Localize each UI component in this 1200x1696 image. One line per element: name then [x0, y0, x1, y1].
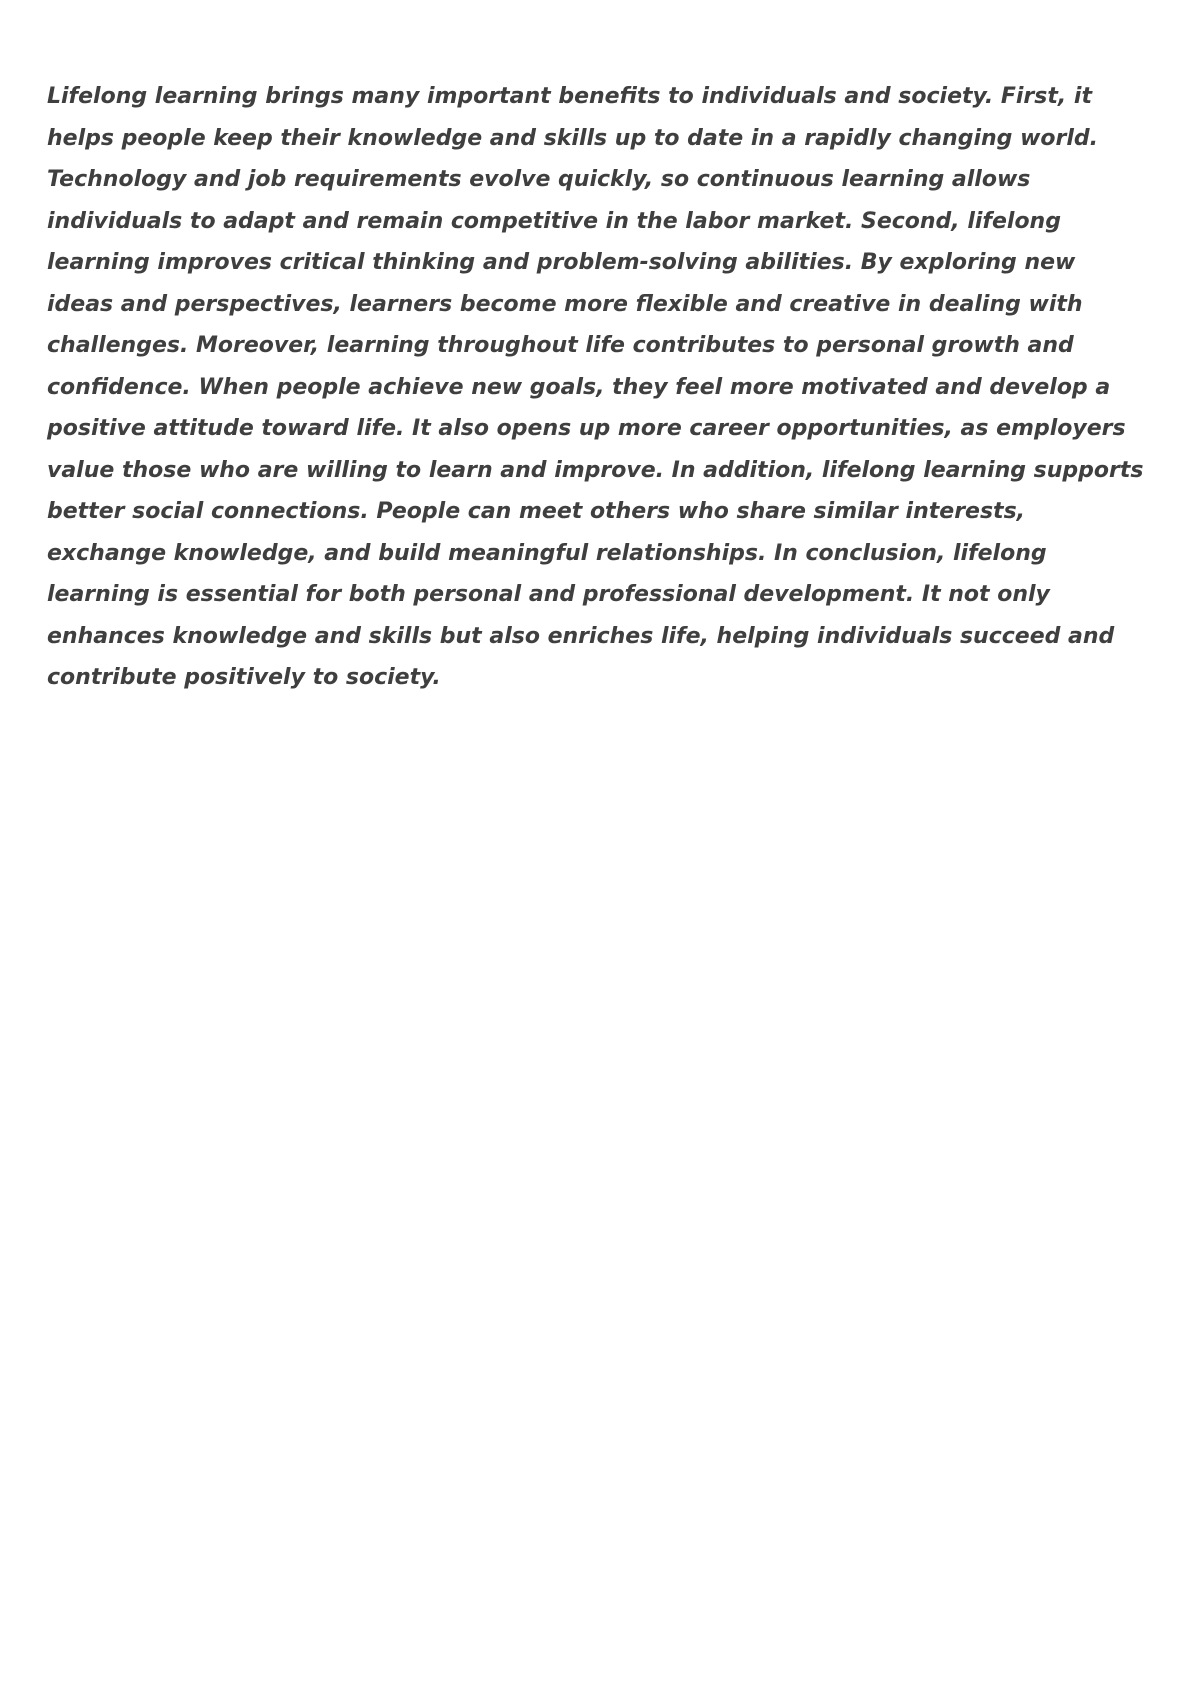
paragraph-line-14: enhances knowledge and skills but also enriches life, helping individuals succeed and: [47, 623, 1115, 649]
body-paragraph: [47, 76, 1157, 699]
paragraph-line-10: value those who are willing to learn and improve. In addition, lifelong learning supports: [47, 457, 1144, 483]
paragraph-line-4: individuals to adapt and remain competitive in the labor market. Second, lifelong: [47, 208, 1061, 234]
paragraph-line-15: contribute positively to society.: [47, 665, 441, 690]
paragraph-line-5: learning improves critical thinking and problem-solving abilities. By exploring new: [47, 250, 1076, 275]
paragraph-line-2: helps people keep their knowledge and skills up to date in a rapidly changing world.: [47, 125, 1099, 151]
paragraph-line-11: better social connections. People can meet others who share similar interests,: [47, 499, 1026, 524]
paragraph-line-3: Technology and job requirements evolve quickly, so continuous learning allows: [47, 167, 1031, 192]
paragraph-line-1: Lifelong learning brings many important benefits to individuals and society. First, it: [47, 84, 1092, 109]
paragraph-line-8: confidence. When people achieve new goals, they feel more motivated and develop a: [47, 374, 1111, 400]
paragraph-line-7: challenges. Moreover, learning throughout life contributes to personal growth and: [47, 333, 1074, 358]
paragraph-line-13: learning is essential for both personal and professional development. It not only: [47, 582, 1050, 607]
paragraph-line-9: positive attitude toward life. It also opens up more career opportunities, as employers: [47, 416, 1126, 441]
paragraph-line-6: ideas and perspectives, learners become more flexible and creative in dealing with: [47, 291, 1083, 317]
paragraph-line-12: exchange knowledge, and build meaningful relationships. In conclusion, lifelong: [47, 540, 1047, 566]
